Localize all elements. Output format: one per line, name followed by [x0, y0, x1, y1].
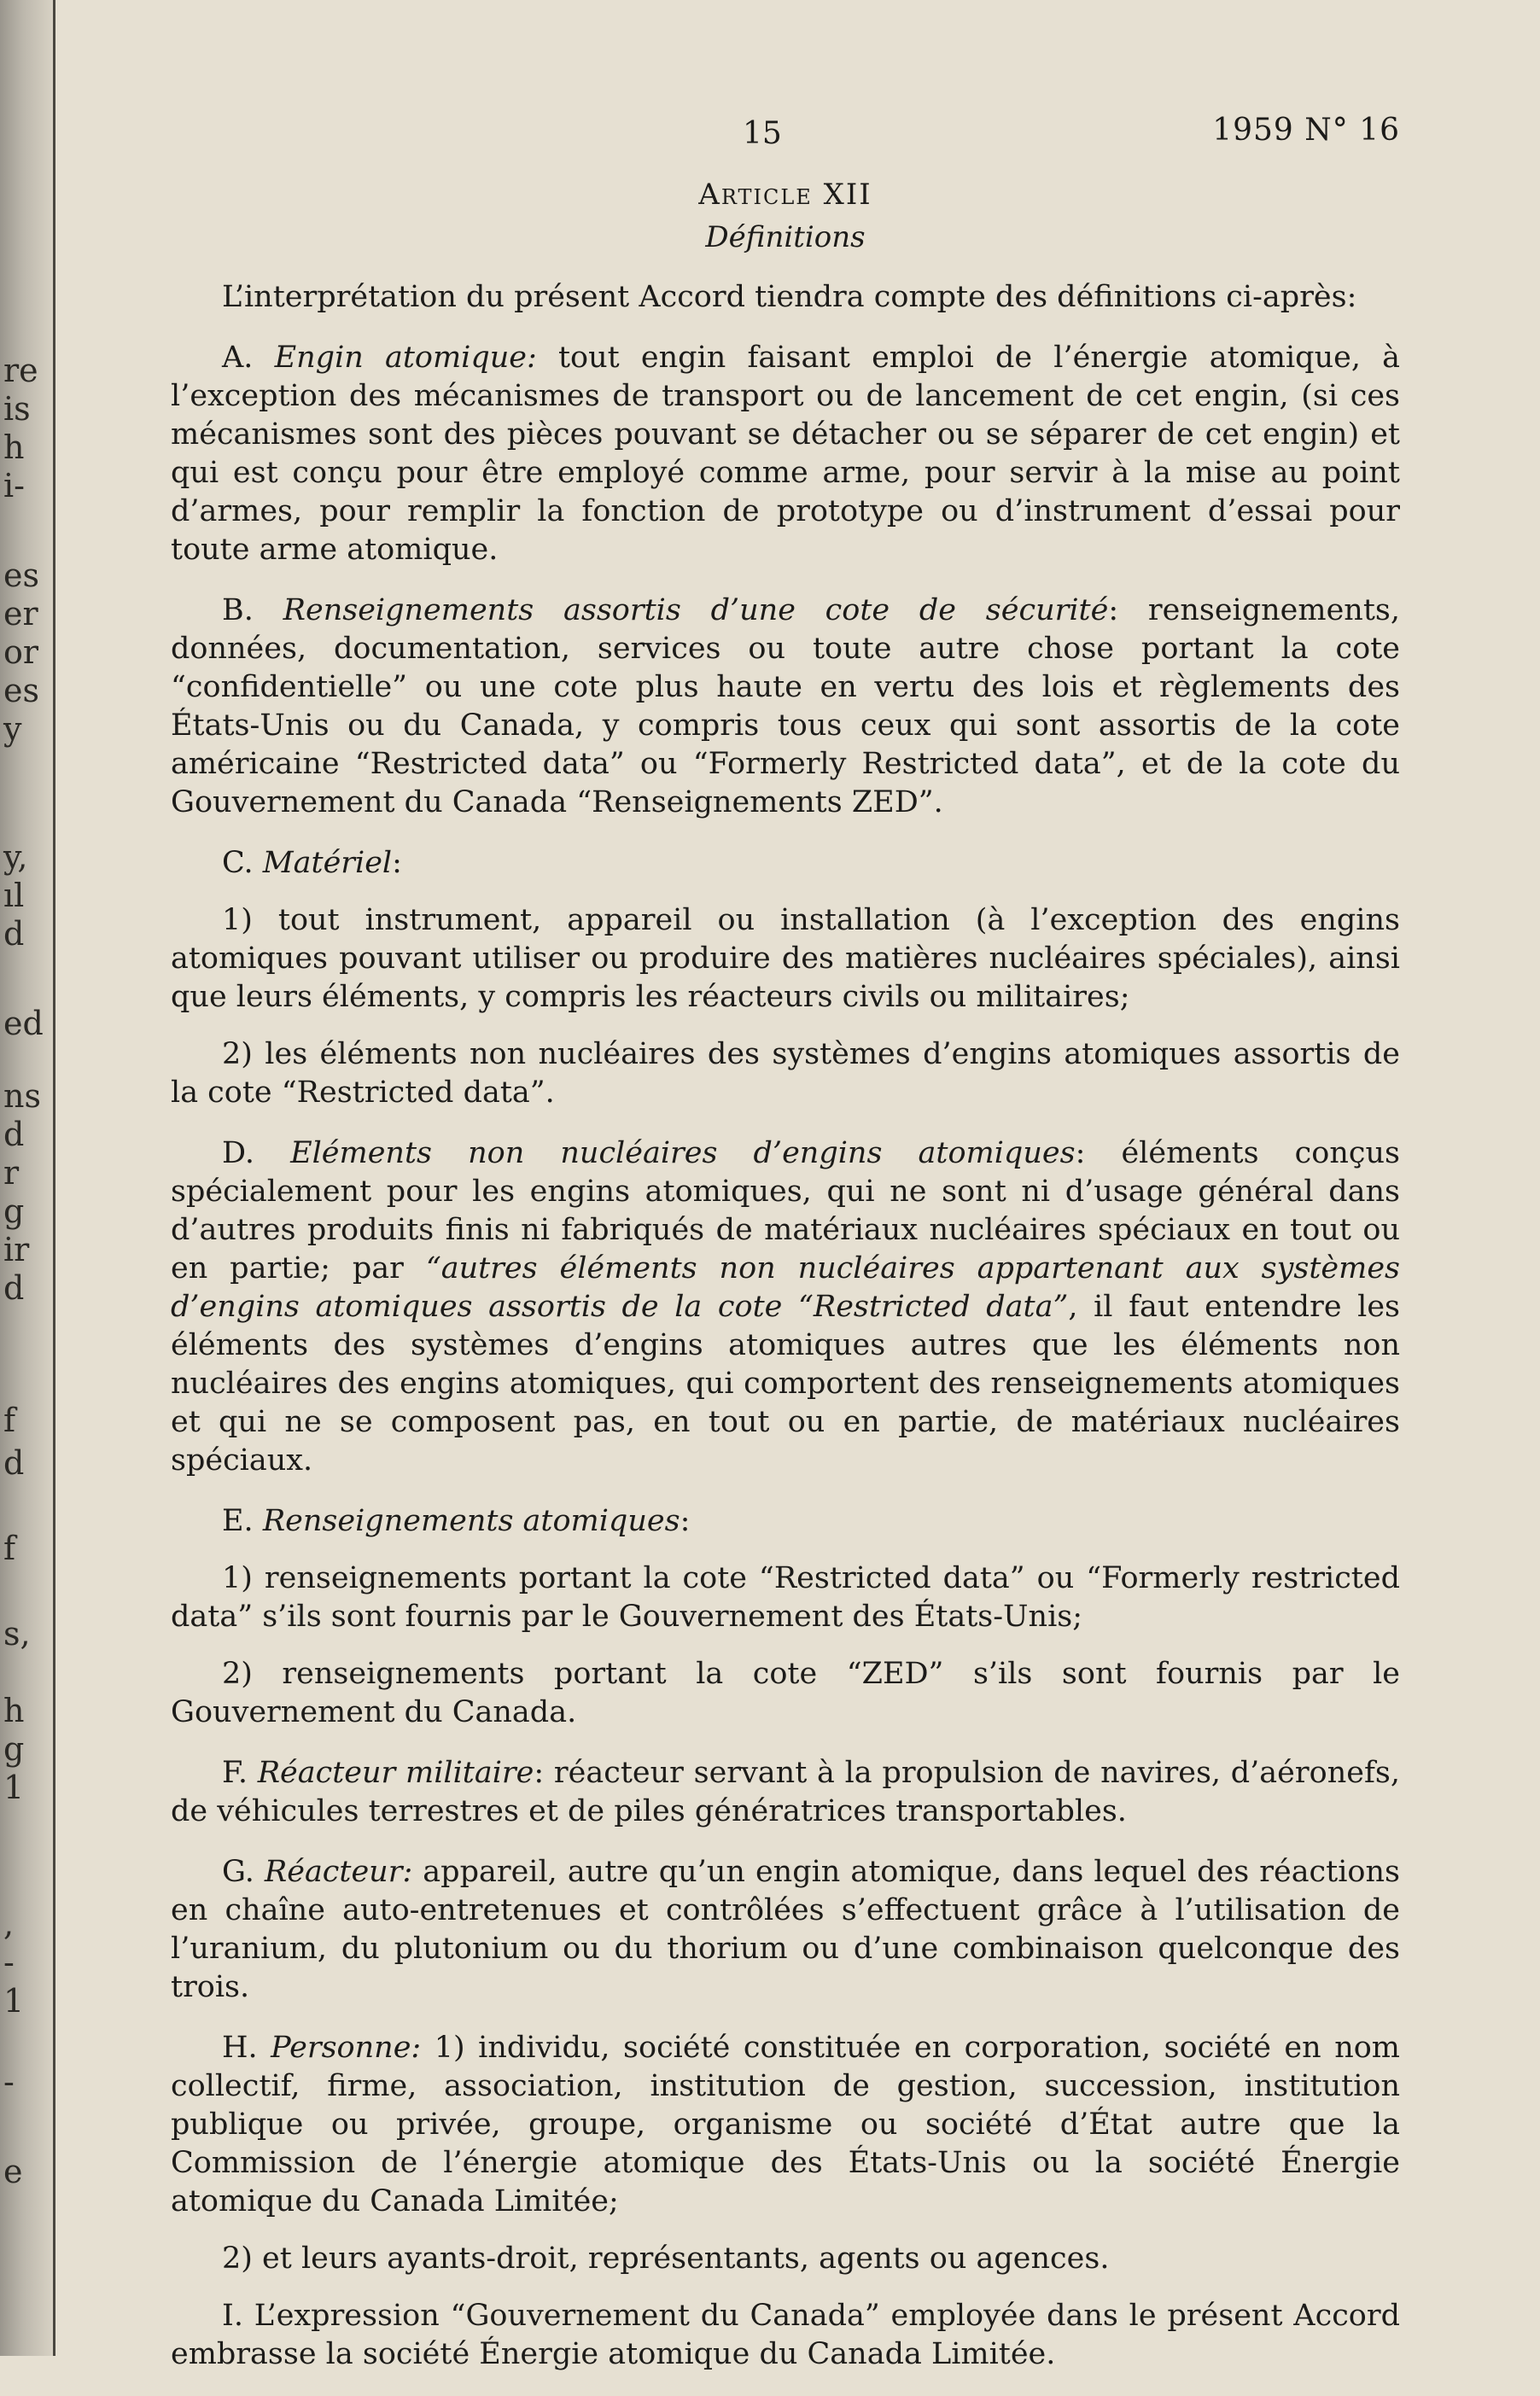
margin-fragment: ir — [3, 1231, 30, 1268]
definition-text: : éléments conçus spécialement pour les engins atomiques, qui ne sont ni d’usage général dans d’autres produits finis ni fabriqués de matériaux nucléaires spéciaux en tout ou en partie; par — [171, 1136, 1400, 1285]
definition-term: Engin atomique: — [274, 341, 537, 375]
margin-fragment: f — [3, 1530, 16, 1567]
intro-paragraph: L’interprétation du présent Accord tiendra compte des définitions ci-après: — [222, 280, 1357, 314]
definition-term: Matériel — [262, 846, 393, 880]
margin-fragment: , — [3, 1905, 15, 1943]
definition-label: D. — [222, 1136, 291, 1170]
definition-e-item-1: 1) renseignements portant la cote “Restricted data” ou “Formerly restricted data” s’ils sont fournis par le Gouvernement des États-Unis; — [171, 1561, 1400, 1634]
margin-fragment: ns — [3, 1077, 41, 1115]
definition-g — [171, 1853, 1400, 2007]
definition-text: 1) individu, société constituée en corporation, société en nom collectif, firme, association, institution de gestion, succession, institution publique ou privée, groupe, organisme ou société d’État autre que la Commission de l’énergie atomique des États-Unis ou la société Énergie atomique du Canada Limitée; — [171, 2031, 1400, 2218]
definition-term: Réacteur militaire — [257, 1756, 534, 1790]
definition-c-item-1: 1) tout instrument, appareil ou installation (à l’exception des engins atomiques pouvant utiliser ou produire des matières nucléaires spéciales), ainsi que leurs éléments, y compris les réacteurs civils ou militaires; — [171, 903, 1400, 1014]
margin-fragment: g — [3, 1192, 25, 1230]
margin-fragment: ed — [3, 1005, 44, 1042]
definition-h — [171, 2029, 1400, 2221]
previous-page-margin — [0, 0, 53, 2356]
page-header — [171, 102, 1400, 171]
definition-subterm: “autres éléments non nucléaires appartenant aux systèmes d’engins atomiques assortis de la cote “Restricted data” — [171, 1251, 1400, 1324]
margin-fragment: ıl — [3, 877, 25, 914]
definition-c-item-2: 2) les éléments non nucléaires des systèmes d’engins atomiques assortis de la cote “Restricted data”. — [171, 1037, 1400, 1110]
margin-fragment: er — [3, 595, 38, 633]
margin-fragment: 1 — [3, 1982, 25, 2020]
margin-fragment: h — [3, 428, 25, 466]
definition-text: tout engin faisant emploi de l’énergie atomique, à l’exception des mécanismes de transport ou de lancement de cet engin, (si ces mécanismes sont des pièces pouvant se détacher ou se séparer de cet engin) et qui est conçu pour être employé comme arme, pour servir à la mise au point d’armes, pour remplir la fonction de prototype ou d’instrument d’essai pour toute arme atomique. — [171, 341, 1401, 567]
margin-fragment: is — [3, 390, 31, 428]
definition-term: Renseignements assortis d’une cote de sécurité — [283, 593, 1109, 627]
definition-label: B. — [222, 593, 283, 627]
definition-b — [171, 592, 1400, 822]
margin-fragment: e — [3, 2153, 23, 2190]
page-fold — [53, 0, 55, 2356]
definition-a — [171, 339, 1400, 569]
definition-text: : — [680, 1504, 691, 1538]
margin-fragment: es — [3, 672, 39, 709]
margin-fragment: - — [3, 2063, 15, 2101]
margin-fragment: h — [3, 1692, 25, 1729]
definition-f — [171, 1754, 1400, 1831]
definition-label: E. — [222, 1504, 263, 1538]
definition-c — [171, 844, 1400, 883]
article-heading: Article XII — [698, 178, 872, 212]
margin-fragment: r — [3, 1154, 20, 1192]
definition-label: C. — [222, 846, 263, 880]
definition-text: : réacteur servant à la propulsion de navires, d’aéronefs, de véhicules terrestres et de piles génératrices transportables. — [171, 1756, 1400, 1828]
margin-fragment: f — [3, 1402, 16, 1439]
definition-label: G. — [222, 1855, 265, 1889]
margin-fragment: es — [3, 557, 39, 594]
margin-fragment: 1 — [3, 1769, 25, 1806]
margin-fragment: y, — [3, 838, 28, 876]
document-reference: 1959 N° 16 — [1212, 113, 1400, 148]
margin-fragment: i- — [3, 467, 25, 504]
document-page — [171, 102, 1400, 2396]
margin-fragment: d — [3, 1116, 25, 1153]
definition-text: , il faut entendre les éléments des systèmes d’engins atomiques autres que les éléments non nucléaires des engins atomiques, qui comportent des renseignements atomiques et qui ne se composent pas, en tout ou en partie, de matériaux nucléaires spéciaux. — [171, 1290, 1401, 1478]
definition-h-item-2: 2) et leurs ayants-droit, représentants, agents ou agences. — [222, 2242, 1110, 2276]
definition-label: A. — [222, 341, 275, 375]
definition-label: F. — [222, 1756, 258, 1790]
margin-fragment: y — [3, 710, 22, 748]
margin-fragment: d — [3, 915, 25, 953]
margin-fragment: g — [3, 1730, 25, 1768]
definition-term: Eléments non nucléaires d’engins atomiques — [290, 1136, 1076, 1170]
page-number: 15 — [743, 116, 782, 151]
definition-e-item-2: 2) renseignements portant la cote “ZED” s’ils sont fournis par le Gouvernement du Canada. — [171, 1657, 1400, 1729]
margin-fragment: - — [3, 1944, 15, 1981]
definition-text: : — [392, 846, 402, 880]
margin-fragment: or — [3, 633, 39, 671]
margin-fragment: d — [3, 1444, 25, 1482]
definition-term: Renseignements atomiques — [262, 1504, 680, 1538]
definition-text: appareil, autre qu’un engin atomique, dans lequel des réactions en chaîne auto-entretenues et contrôlées s’effectuent grâce à l’utilisation de l’uranium, du plutonium ou du thorium ou d’une combinaison quelconque des trois. — [171, 1855, 1400, 2004]
definition-term: Réacteur: — [264, 1855, 413, 1889]
definition-term: Personne: — [271, 2031, 422, 2065]
margin-fragment: re — [3, 352, 38, 389]
definition-d — [171, 1134, 1400, 1480]
margin-fragment: d — [3, 1269, 25, 1307]
section-title: Définitions — [705, 220, 866, 254]
definition-i: I. L’expression “Gouvernement du Canada” employée dans le présent Accord embrasse la société Énergie atomique du Canada Limitée. — [171, 2299, 1400, 2371]
definition-e — [171, 1502, 1400, 1541]
definition-label: H. — [222, 2031, 271, 2065]
margin-fragment: s, — [3, 1615, 31, 1653]
definition-text: : renseignements, données, documentation, services ou toute autre chose portant la cote “confidentielle” ou une cote plus haute en vertu des lois et règlements des États-Unis ou du Canada, y compris tous ceux qui sont assortis de la cote américaine “Restricted data” ou “Formerly Restricted data”, et de la cote du Gouvernement du Canada “Renseignements ZED”. — [171, 593, 1400, 819]
